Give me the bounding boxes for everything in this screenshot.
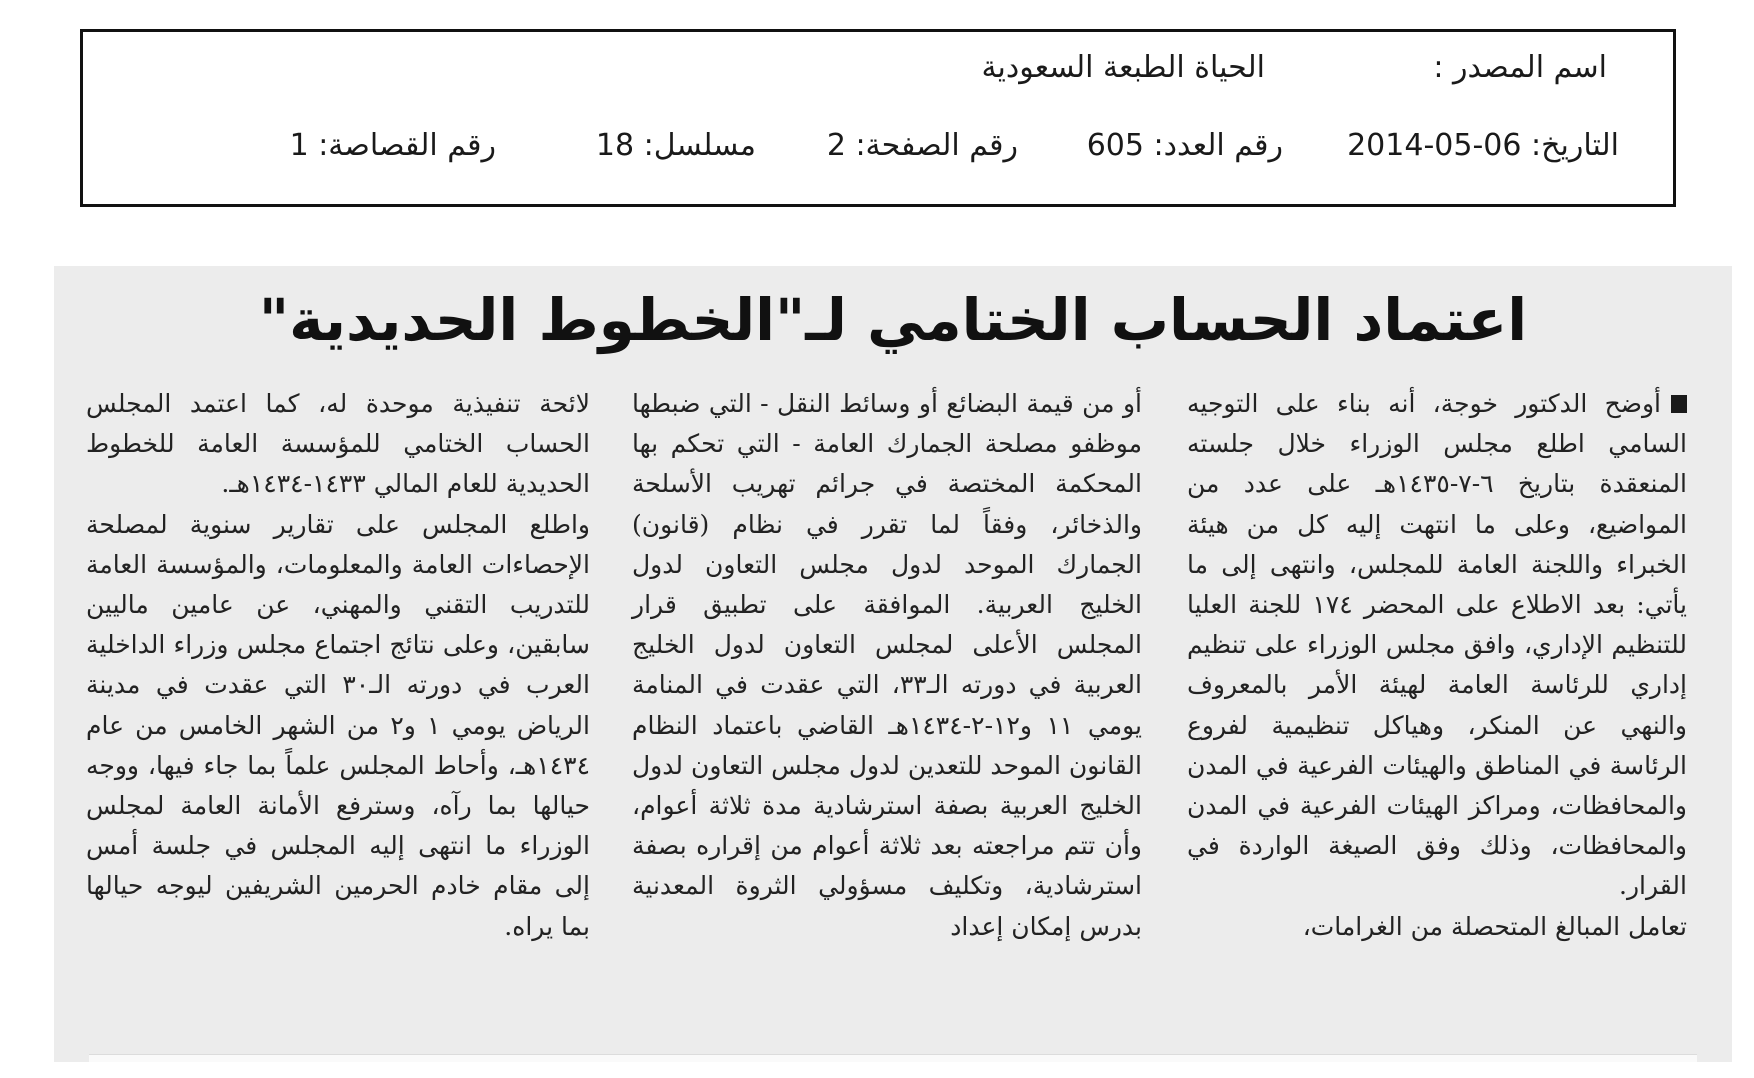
article-column-middle [632, 384, 1142, 947]
date-field: التاريخ: 06-05-2014 [1347, 128, 1619, 163]
source-name-label: اسم المصدر : [1433, 50, 1607, 85]
clipping-number-field: رقم القصاصة: 1 [289, 128, 496, 163]
source-info-box [80, 29, 1676, 207]
article-paragraph: أو من قيمة البضائع أو وسائط النقل - التي ضبطها موظفو مصلحة الجمارك العامة - التي تحكم بها المحكمة المختصة في جرائم تهريب الأسلحة والذخائر، وفقاً لما تقرر في نظام (قانون) الجمارك الموحد لدول مجلس التعاون لدول الخليج العربية. الموافقة على تطبيق قرار المجلس الأعلى لمجلس التعاون لدول الخليج العربية في دورته الـ٣٣، التي عقدت في المنامة يومي ١١ و١٢-٢-١٤٣٤هـ القاضي باعتماد النظام القانون الموحد للتعدين لدول مجلس التعاون لدول الخليج العربية بصفة استرشادية مدة ثلاثة أعوام، وأن تتم مراجعته بعد ثلاثة أعوام من إقراره بصفة استرشادية، وتكليف مسؤولي الثروة المعدنية بدرس إمكان إعداد [632, 389, 1143, 941]
article-clipping [54, 266, 1732, 1062]
article-column-right [1187, 384, 1687, 947]
article-column-left [86, 384, 590, 947]
paragraph-marker-icon [1671, 395, 1687, 413]
issue-number-field: رقم العدد: 605 [1086, 128, 1283, 163]
article-headline: اعتماد الحساب الختامي لـ"الخطوط الحديدية" [258, 286, 1528, 354]
article-paragraph: تعامل المبالغ المتحصلة من الغرامات، [1302, 911, 1687, 941]
source-name-value: الحياة الطبعة السعودية [981, 50, 1265, 85]
serial-field: مسلسل: 18 [595, 128, 756, 163]
article-paragraph: لائحة تنفيذية موحدة له، كما اعتمد المجلس الحساب الختامي للمؤسسة العامة للخطوط الحديدية للعام المالي ١٤٣٣-١٤٣٤هـ. [86, 389, 590, 499]
page-number-field: رقم الصفحة: 2 [826, 128, 1018, 163]
article-paragraph: واطلع المجلس على تقارير سنوية لمصلحة الإحصاءات العامة والمعلومات، والمؤسسة العامة للتدريب التقني والمهني، عن عامين ماليين سابقين، وعلى نتائج اجتماع مجلس وزراء الداخلية العرب في دورته الـ٣٠ التي عقدت في مدينة الرياض يومي ١ و٢ من الشهر الخامس من عام ١٤٣٤هـ، وأحاط المجلس علماً بما جاء فيها، ووجه حيالها بما رآه، وسترفع الأمانة العامة لمجلس الوزراء ما انتهى إليه المجلس في جلسة أمس إلى مقام خادم الحرمين الشريفين ليوجه حيالها بما يراه. [86, 509, 590, 941]
article-paragraph: أوضح الدكتور خوجة، أنه بناء على التوجيه السامي اطلع مجلس الوزراء خلال جلسته المنعقدة بتاريخ ٦-٧-١٤٣٥هـ على عدد من المواضيع، وعلى ما انتهت إليه كل من هيئة الخبراء واللجنة العامة للمجلس، وانتهى إلى ما يأتي: بعد الاطلاع على المحضر ١٧٤ للجنة العليا للتنظيم الإداري، وافق مجلس الوزراء على تنظيم إداري للرئاسة العامة لهيئة الأمر بالمعروف والنهي عن المنكر، وهياكل تنظيمية لفروع الرئاسة في المناطق والهيئات الفرعية في المدن والمحافظات، ومراكز الهيئات الفرعية في المدن والمحافظات، وذلك وفق الصيغة الواردة في القرار. [1187, 389, 1688, 901]
